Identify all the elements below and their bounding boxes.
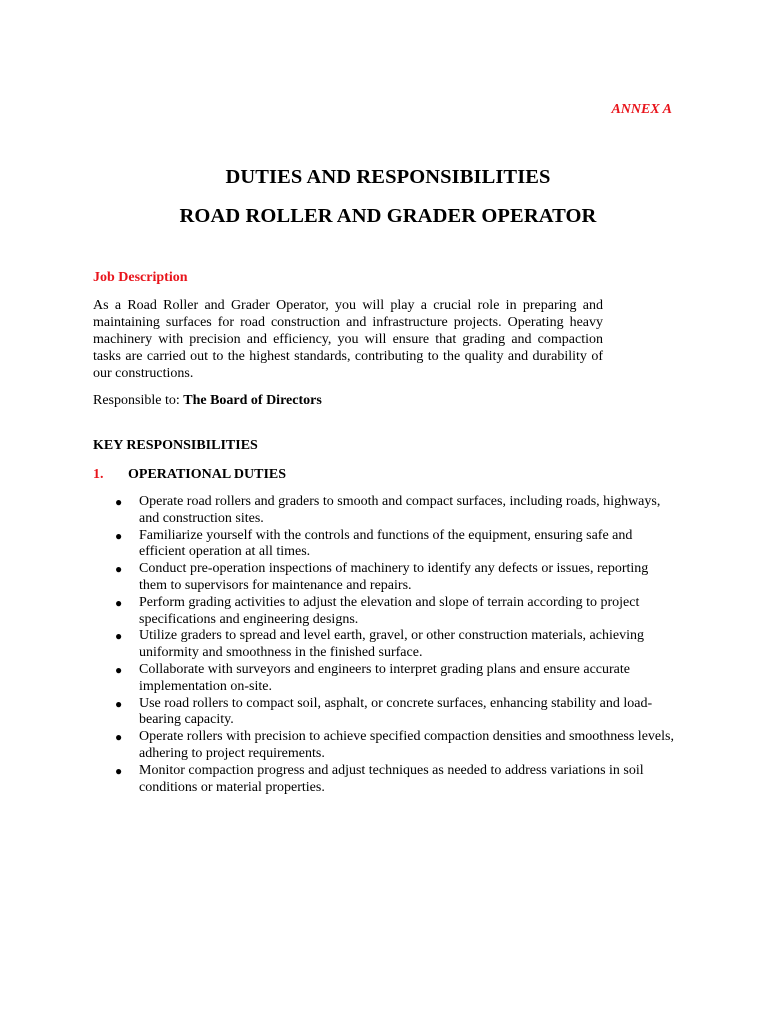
list-item-text: Familiarize yourself with the controls and functions of the equipment, ensuring safe and efficient operation at all times. bbox=[139, 527, 633, 560]
responsible-to-label: Responsible to: bbox=[93, 393, 180, 408]
list-item-text: Use road rollers to compact soil, asphalt, or concrete surfaces, enhancing stability and load-bearing capacity. bbox=[139, 695, 653, 728]
bullet-icon: ● bbox=[115, 696, 123, 711]
list-item bbox=[113, 729, 678, 763]
list-item bbox=[113, 662, 678, 696]
bullet-icon: ● bbox=[115, 662, 123, 677]
list-item bbox=[113, 763, 678, 797]
list-item bbox=[113, 494, 678, 528]
document-subtitle: ROAD ROLLER AND GRADER OPERATOR bbox=[179, 205, 597, 227]
bullet-icon: ● bbox=[115, 528, 123, 543]
section-title: OPERATIONAL DUTIES bbox=[128, 467, 287, 482]
bullet-icon: ● bbox=[115, 629, 123, 644]
document-title: DUTIES AND RESPONSIBILITIES bbox=[225, 166, 551, 188]
annex-label: ANNEX A bbox=[611, 102, 672, 117]
key-responsibilities-heading: KEY RESPONSIBILITIES bbox=[93, 438, 258, 453]
list-item bbox=[113, 628, 678, 662]
bullet-icon: ● bbox=[115, 763, 123, 778]
list-item-text: Operate rollers with precision to achieve specified compaction densities and smoothness levels, adhering to project requirements. bbox=[139, 729, 674, 761]
responsible-to-value: The Board of Directors bbox=[183, 393, 322, 408]
job-description-heading: Job Description bbox=[93, 270, 188, 285]
list-item-text: Utilize graders to spread and level earth, gravel, or other construction materials, achieving uniformity and smoothness in the finished surface. bbox=[139, 628, 644, 661]
bullet-icon: ● bbox=[115, 562, 123, 577]
list-item-text: Conduct pre-operation inspections of machinery to identify any defects or issues, reporting them to supervisors for maintenance and repairs. bbox=[139, 561, 649, 593]
list-item-text: Collaborate with surveyors and engineers to interpret grading plans and ensure accurate implementation on-site. bbox=[139, 661, 630, 694]
section-heading bbox=[93, 467, 286, 483]
list-item bbox=[113, 528, 678, 562]
responsible-to bbox=[93, 393, 322, 409]
bullet-icon: ● bbox=[115, 595, 123, 610]
list-item bbox=[113, 561, 678, 595]
bullet-icon: ● bbox=[115, 495, 123, 509]
section-number: 1. bbox=[93, 467, 104, 482]
list-item bbox=[113, 595, 678, 629]
list-item-text: Operate road rollers and graders to smooth and compact surfaces, including roads, highways, and construction sites. bbox=[139, 494, 661, 526]
list-item-text: Monitor compaction progress and adjust techniques as needed to address variations in soil conditions or material properties. bbox=[139, 762, 644, 795]
list-item-text: Perform grading activities to adjust the elevation and slope of terrain according to project specifications and engineering designs. bbox=[139, 594, 640, 627]
list-item bbox=[113, 696, 678, 730]
job-description-body: As a Road Roller and Grader Operator, you will play a crucial role in preparing and maintaining surfaces for road construction and infrastructure projects. Operating heavy machinery with precision and efficiency, you will ensure that grading and compaction tasks are carried out to the highest standards, contributing to the quality and durability of our constructions. bbox=[93, 298, 603, 381]
bullet-icon: ● bbox=[115, 730, 123, 745]
operational-duties-list bbox=[113, 494, 678, 796]
